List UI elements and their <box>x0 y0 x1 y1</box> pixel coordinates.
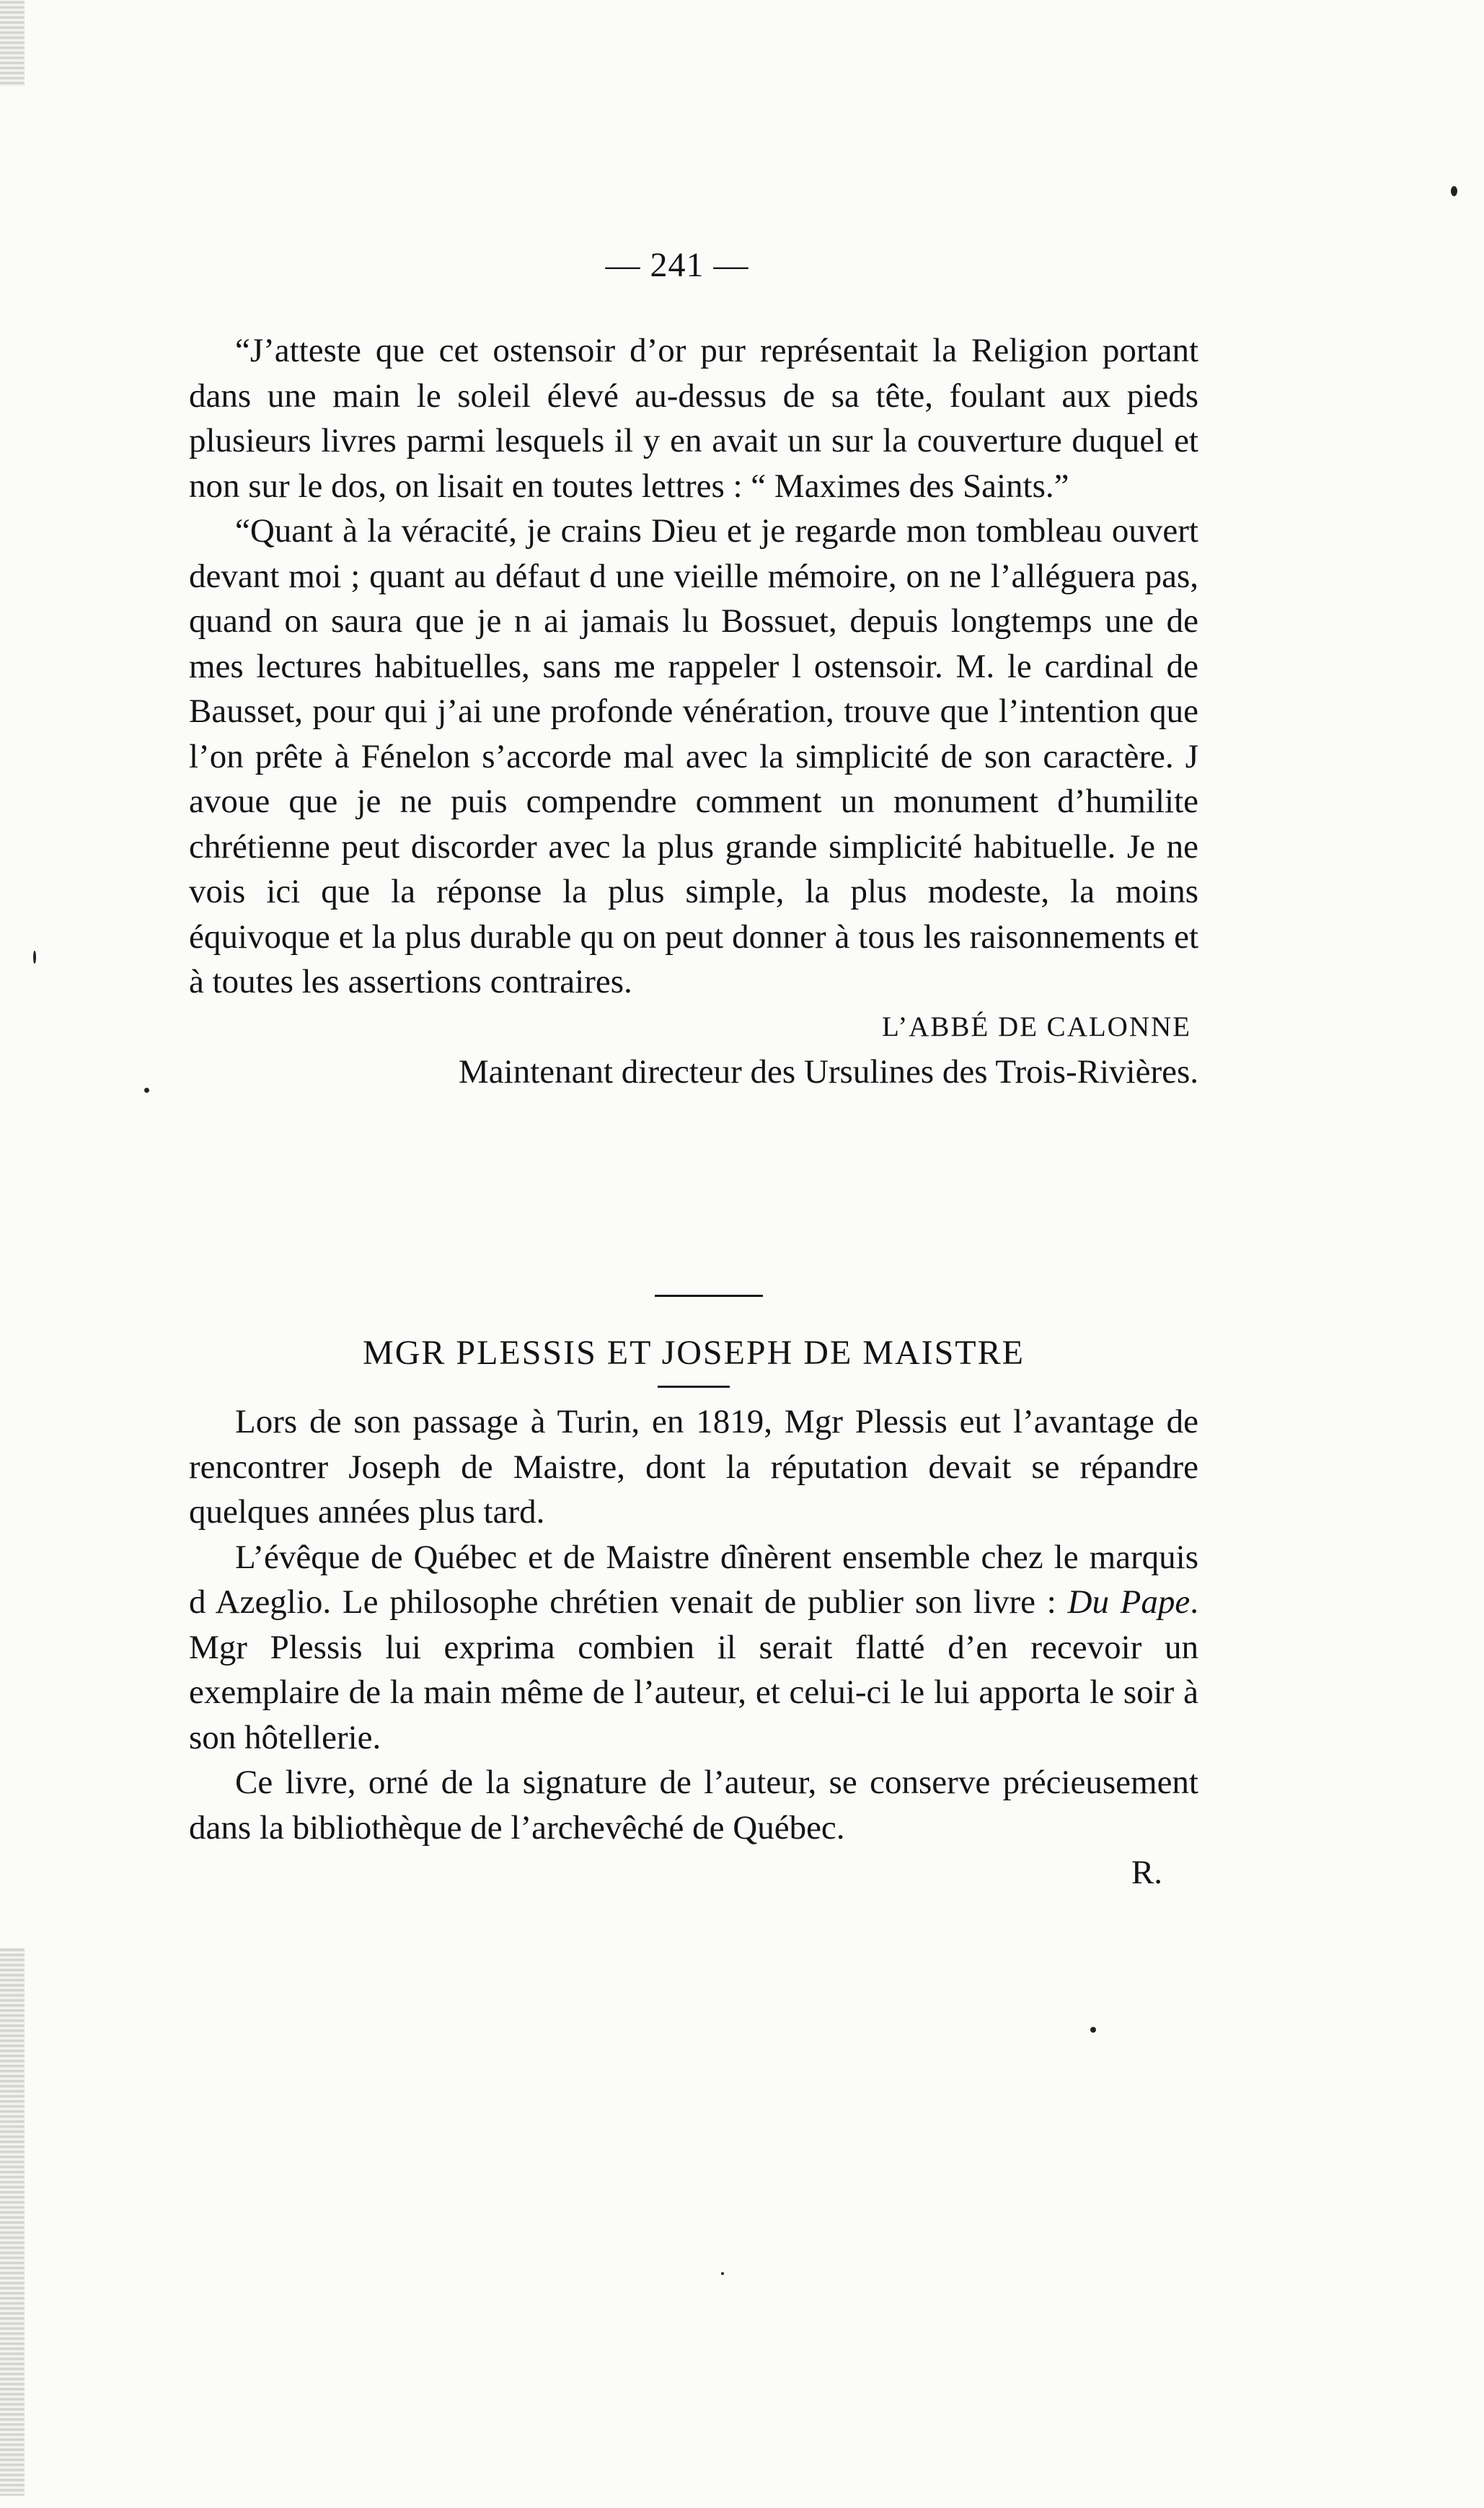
ink-speck <box>1451 186 1457 196</box>
author-initial: R. <box>1131 1854 1162 1891</box>
ink-speck <box>721 2272 724 2275</box>
article-paragraph-2-start: L’évêque de Québec et de Maistre dînèrent ensemble chez le marquis d Azeglio. Le philosophe chrétien venait de publier son livre : <box>189 1538 1198 1621</box>
book-title: Du Pape <box>1067 1583 1191 1621</box>
ink-speck <box>33 951 36 964</box>
article-paragraph-2-end: . Mgr Plessis lui exprima combien il serait flatté d’en recevoir un exemplaire de la main même de l’auteur, et celui-ci le lui apporta le soir à son hôtellerie. <box>189 1583 1198 1756</box>
article-paragraph-1: Lors de son passage à Turin, en 1819, Mgr Plessis eut l’avantage de rencontrer Joseph de Maistre, dont la réputation devait se répandre quelques années plus tard. <box>189 1403 1198 1531</box>
page-number: — 241 — <box>605 246 749 284</box>
scan-edge-noise-bottom <box>0 1948 25 2496</box>
article-paragraph-3: Ce livre, orné de la signature de l’auteur, se conserve précieusement dans la bibliothèque de l’archevêché de Québec. <box>189 1764 1198 1847</box>
ink-speck <box>144 1088 149 1093</box>
heading-underline <box>658 1386 730 1388</box>
testimony-section <box>189 328 1198 1094</box>
testimony-paragraph-1: “J’atteste que cet ostensoir d’or pur représentait la Religion portant dans une main le soleil élevé au-dessus de sa tête, foulant aux pieds plusieurs livres parmi lesquels il y en avait un sur la couverture duquel et non sur le dos, on lisait en toutes lettres : “ Maximes des Saints.” <box>189 332 1198 505</box>
article-section <box>189 1331 1198 1895</box>
signature: L’ABBÉ DE CALONNE <box>881 1011 1191 1042</box>
ink-speck <box>1090 2027 1096 2033</box>
testimony-paragraph-2: “Quant à la véracité, je crains Dieu et je regarde mon tombleau ouvert devant moi ; quant au défaut d une vieille mémoire, on ne l’alléguera pas, quand on saura que je n ai jamais lu Bossuet, depuis longtemps une de mes lectures habituelles, sans me rappeler l ostensoir. M. le cardinal de Bausset, pour qui j’ai une profonde vénération, trouve que l’intention que l’on prête à Fénelon s’accorde mal avec la simplicité de son caractère. J avoue que je ne puis compendre comment un monument d’humilite chrétienne peut discorder avec la plus grande simplicité habituelle. Je ne vois ici que la réponse la plus simple, la plus modeste, la moins équivoque et la plus durable qu on peut donner à tous les raisonnements et à toutes les assertions contraires. <box>189 512 1198 1000</box>
section-divider <box>655 1295 763 1297</box>
article-heading: MGR PLESSIS ET JOSEPH DE MAISTRE <box>363 1334 1025 1372</box>
signature-title: Maintenant directeur des Ursulines des Trois-Rivières. <box>459 1052 1198 1091</box>
article-paragraph-2 <box>189 1535 1198 1761</box>
scan-edge-noise-top <box>0 0 25 87</box>
